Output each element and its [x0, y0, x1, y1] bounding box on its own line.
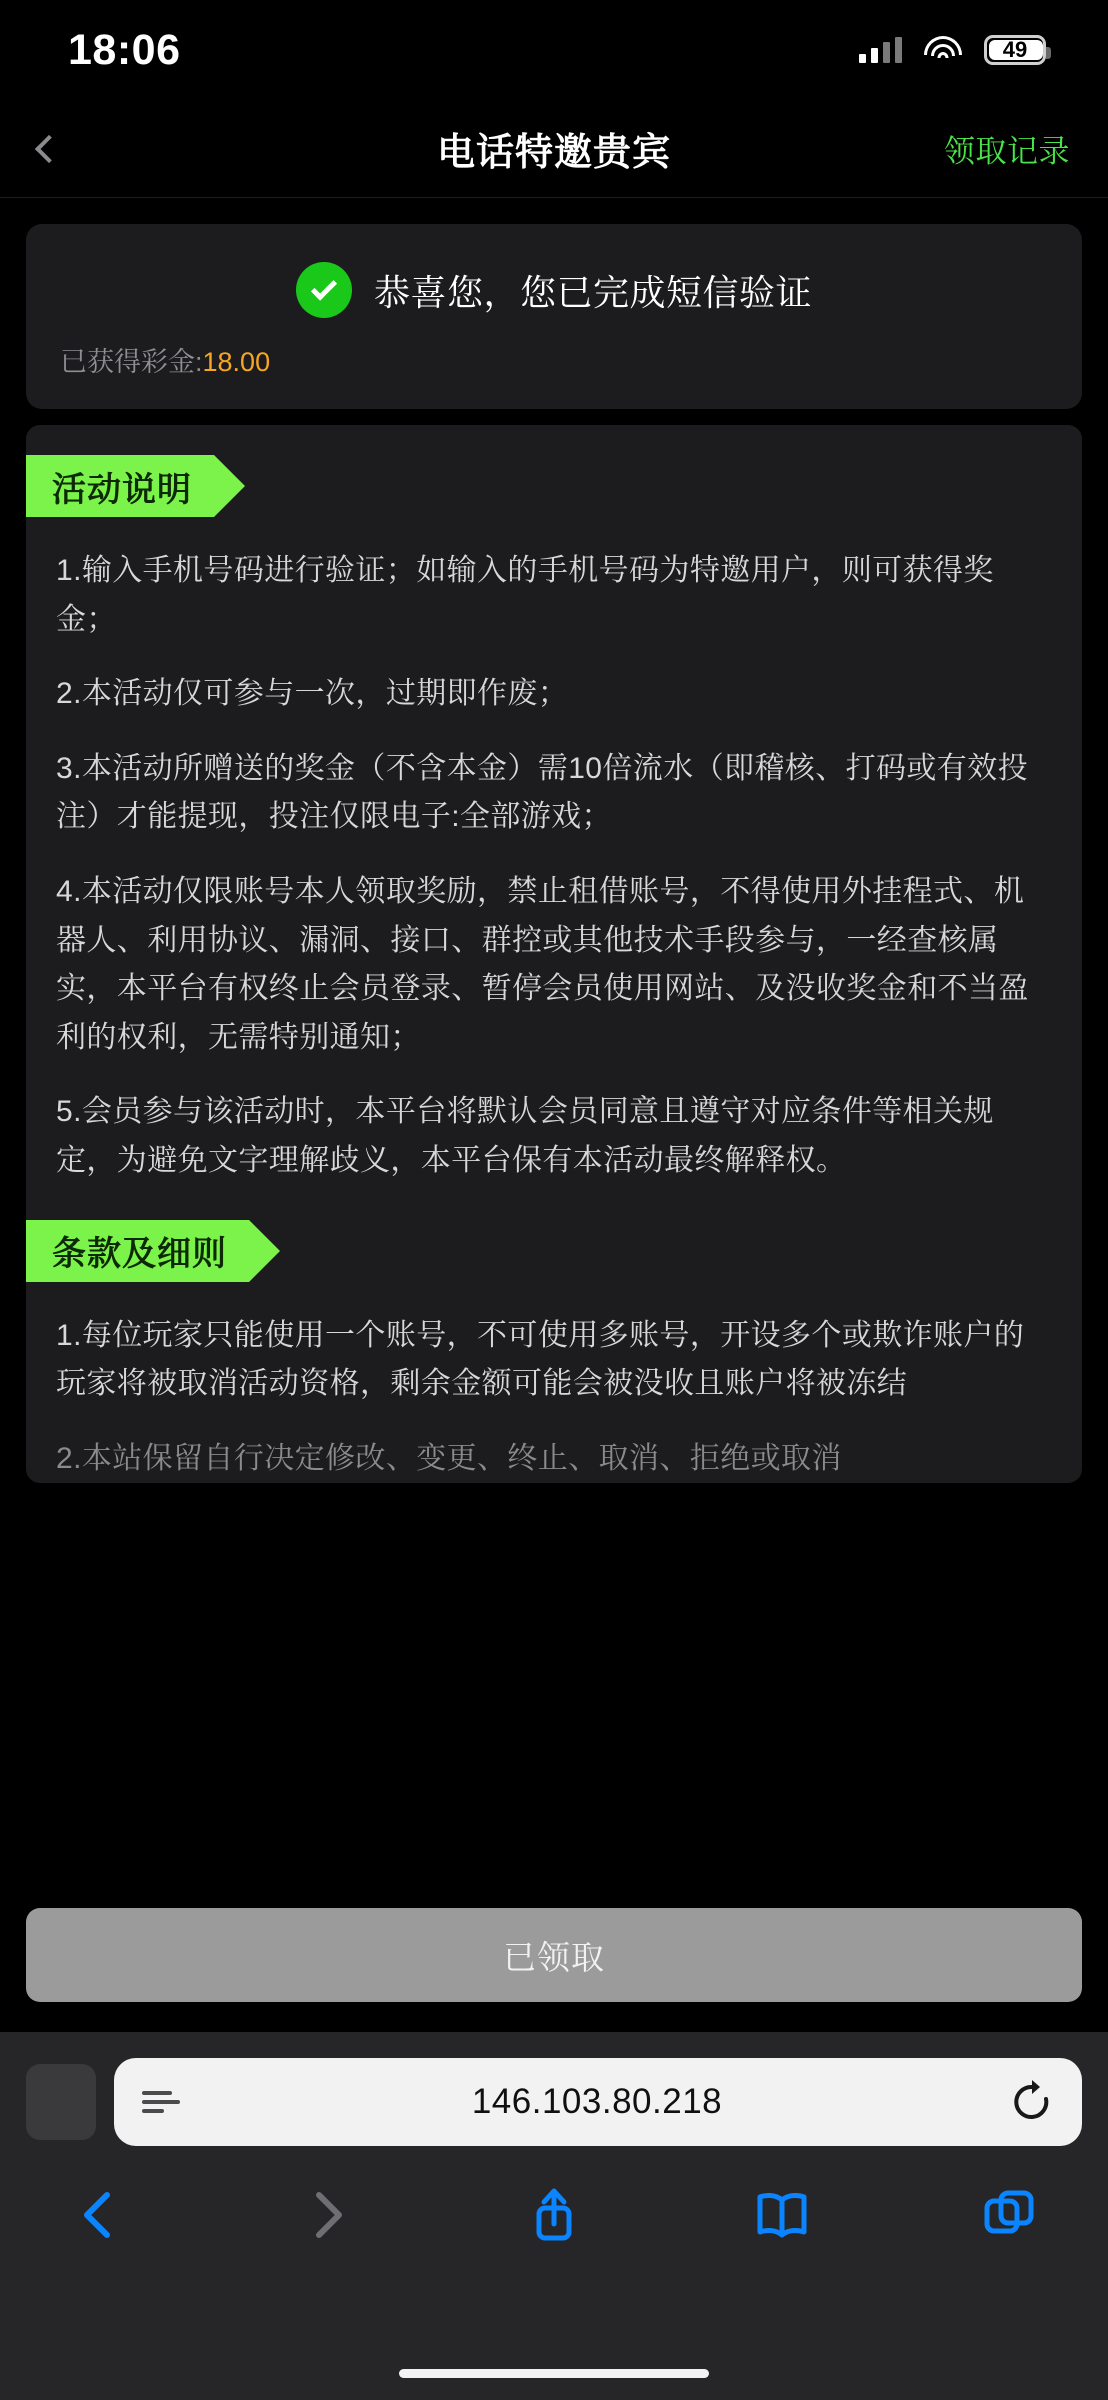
reload-icon[interactable]	[1010, 2080, 1054, 2124]
status-time: 18:06	[68, 25, 181, 74]
url-row	[0, 2032, 1108, 2146]
activity-item: 3.本活动所赠送的奖金（不含本金）需10倍流水（即稽核、打码或有效投注）才能提现，投注仅限电子:全部游戏；	[56, 751, 1028, 834]
battery-level: 49	[1002, 37, 1028, 62]
navigation-bar	[0, 100, 1108, 198]
check-circle-icon	[296, 262, 352, 318]
bonus-label: 已获得彩金:	[60, 347, 203, 377]
terms-item: 2.本站保留自行决定修改、变更、终止、取消、拒绝或取消	[56, 1441, 842, 1475]
safari-bottom-bar	[0, 2032, 1108, 2400]
tabs-icon[interactable]	[966, 2180, 1052, 2250]
info-panel	[26, 425, 1082, 1483]
url-text: 146.103.80.218	[471, 2082, 723, 2121]
claimed-button[interactable]: 已领取	[26, 1908, 1082, 2002]
bookmarks-icon[interactable]	[739, 2180, 825, 2250]
terms-text	[26, 1312, 1082, 1484]
activity-item: 1.输入手机号码进行验证；如输入的手机号码为特邀用户，则可获得奖金；	[56, 554, 994, 636]
cta-bar	[0, 1882, 1108, 2032]
home-indicator	[399, 2369, 709, 2378]
success-card	[26, 224, 1082, 409]
cellular-signal-icon	[859, 37, 902, 63]
activity-item: 5.会员参与该活动时，本平台将默认会员同意且遵守对应条件等相关规定，为避免文字理解歧义，本平台保有本活动最终解释权。	[56, 1095, 994, 1177]
back-button[interactable]	[0, 139, 90, 159]
wifi-icon	[924, 36, 962, 64]
activity-item: 4.本活动仅限账号本人领取奖励，禁止租借账号，不得使用外挂程式、机器人、利用协议、漏洞、接口、群控或其他技术手段参与，一经查核属实，本平台有权终止会员登录、暂停会员使用网站、及没收奖金和不当盈利的权利，无需特别通知；	[56, 874, 1029, 1054]
safari-toolbar	[0, 2146, 1108, 2250]
terms-heading: 条款及细则	[26, 1220, 249, 1282]
terms-item: 1.每位玩家只能使用一个账号，不可使用多账号，开设多个或欺诈账户的玩家将被取消活动资格，剩余金额可能会被没收且账户将被冻结	[56, 1318, 1025, 1401]
records-link[interactable]: 领取记录	[944, 134, 1070, 169]
page-title: 电话特邀贵宾	[436, 132, 671, 174]
success-message: 恭喜您，您已完成短信验证	[373, 271, 812, 313]
bonus-row	[60, 340, 1048, 379]
chevron-left-icon	[35, 134, 63, 162]
status-bar	[0, 0, 1108, 100]
back-arrow-icon[interactable]	[56, 2180, 142, 2250]
tab-edge-left[interactable]	[26, 2064, 96, 2140]
forward-arrow-icon	[284, 2180, 370, 2250]
page-settings-icon[interactable]	[142, 2086, 184, 2118]
terms-heading-wrap	[26, 1220, 1082, 1282]
share-icon[interactable]	[511, 2180, 597, 2250]
activity-heading-wrap	[26, 455, 1082, 517]
activity-text	[26, 547, 1082, 1186]
status-indicators	[859, 35, 1046, 65]
success-row	[60, 262, 1048, 318]
activity-item: 2.本活动仅可参与一次，过期即作废；	[56, 677, 569, 711]
page-content	[0, 224, 1108, 1483]
activity-heading: 活动说明	[26, 455, 214, 517]
battery-icon	[984, 35, 1046, 65]
bonus-value: 18.00	[202, 347, 271, 377]
address-bar[interactable]	[114, 2058, 1082, 2146]
